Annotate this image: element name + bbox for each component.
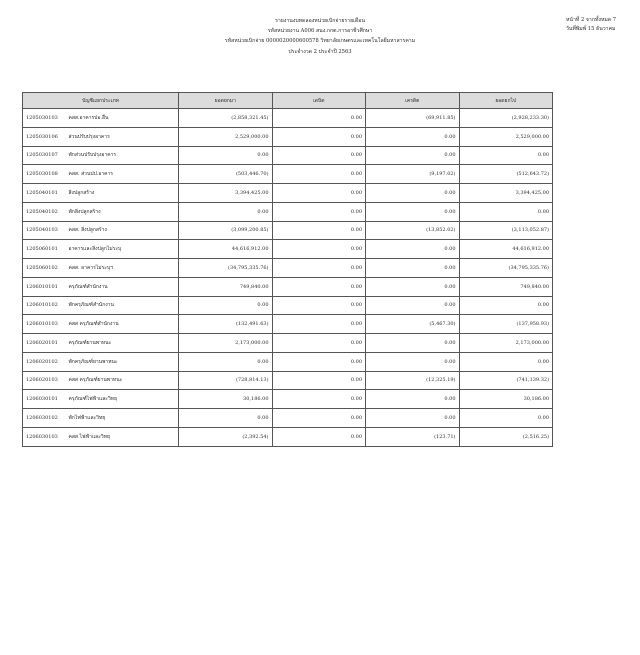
- debit-amount: 0.00: [272, 334, 366, 353]
- table-row: [23, 127, 553, 146]
- opening-balance: 30,186.00: [179, 390, 273, 409]
- opening-balance: 0.00: [179, 409, 273, 428]
- closing-balance: 0.00: [459, 352, 553, 371]
- debit-amount: 0.00: [272, 221, 366, 240]
- credit-amount: 0.00: [366, 296, 460, 315]
- credit-amount: (123.71): [366, 427, 460, 446]
- table-row: [23, 296, 553, 315]
- table-row: [23, 109, 553, 128]
- table-row: [23, 165, 553, 184]
- table-row: [23, 371, 553, 390]
- opening-balance: (503,446.70): [179, 165, 273, 184]
- table-row: [23, 352, 553, 371]
- debit-amount: 0.00: [272, 352, 366, 371]
- account-code: 1205040103: [23, 221, 67, 240]
- table-row: [23, 240, 553, 259]
- closing-balance: 0.00: [459, 146, 553, 165]
- credit-amount: 0.00: [366, 127, 460, 146]
- table-row: [23, 334, 553, 353]
- account-code: 1206030101: [23, 390, 67, 409]
- account-name: พักสิ่งปลูกสร้าง: [67, 202, 179, 221]
- debit-amount: 0.00: [272, 202, 366, 221]
- account-code: 1205040101: [23, 184, 67, 203]
- credit-amount: 0.00: [366, 390, 460, 409]
- account-name: พักครุภัณฑ์สำนักงาน: [67, 296, 179, 315]
- agency-line: รหัสหน่วยงาน A006 สนง.กกต.การอาชีวศึกษา: [267, 28, 373, 34]
- account-code: 1205030108: [23, 165, 67, 184]
- account-code: 1205030107: [23, 146, 67, 165]
- credit-amount: 0.00: [366, 240, 460, 259]
- debit-amount: 0.00: [272, 240, 366, 259]
- credit-amount: 0.00: [366, 202, 460, 221]
- closing-balance: (3,113,052.87): [459, 221, 553, 240]
- closing-balance: 3,394,425.00: [459, 184, 553, 203]
- opening-balance: (3,099,200.85): [179, 221, 273, 240]
- account-code: 1206030103: [23, 427, 67, 446]
- account-code: 1205030103: [23, 109, 67, 128]
- account-code: 1205030106: [23, 127, 67, 146]
- account-name: ครุภัณฑ์สำนักงาน: [67, 277, 179, 296]
- account-code: 1205060101: [23, 240, 67, 259]
- trial-balance-table: [22, 92, 553, 447]
- opening-balance: (132,491.63): [179, 315, 273, 334]
- opening-balance: 0.00: [179, 146, 273, 165]
- col-header-credit: เครดิต: [366, 93, 460, 109]
- col-header-closing: ยอดยกไป: [459, 93, 553, 109]
- account-name: คสส ครุภัณฑ์สำนักงาน: [67, 315, 179, 334]
- account-name: พักไฟฟ้าและวิทยุ: [67, 409, 179, 428]
- opening-balance: (2,392.54): [179, 427, 273, 446]
- account-name: คสส. อาคารไม่ระบุฯ: [67, 259, 179, 278]
- debit-amount: 0.00: [272, 409, 366, 428]
- report-title: รายงานงบทดลองหน่วยเบิกจ่ายรายเดือน: [275, 18, 365, 24]
- debit-amount: 0.00: [272, 109, 366, 128]
- account-name: คสส. ส่วนปป.อาคาร: [67, 165, 179, 184]
- print-date: วันที่พิมพ์ 15 ธันวาคม: [566, 26, 616, 32]
- credit-amount: 0.00: [366, 184, 460, 203]
- debit-amount: 0.00: [272, 315, 366, 334]
- table-row: [23, 315, 553, 334]
- account-code: 1206010103: [23, 315, 67, 334]
- opening-balance: 0.00: [179, 202, 273, 221]
- credit-amount: 0.00: [366, 259, 460, 278]
- debit-amount: 0.00: [272, 390, 366, 409]
- closing-balance: (137,958.93): [459, 315, 553, 334]
- account-code: 1206030102: [23, 409, 67, 428]
- debit-amount: 0.00: [272, 165, 366, 184]
- opening-balance: 2,173,000.00: [179, 334, 273, 353]
- closing-balance: (34,795,335.76): [459, 259, 553, 278]
- table-row: [23, 146, 553, 165]
- closing-balance: 2,173,000.00: [459, 334, 553, 353]
- table-row: [23, 221, 553, 240]
- account-code: 1206010102: [23, 296, 67, 315]
- closing-balance: (512,643.72): [459, 165, 553, 184]
- account-name: คสส ครุภัณฑ์ยานพาหนะ: [67, 371, 179, 390]
- table-row: [23, 390, 553, 409]
- closing-balance: 0.00: [459, 409, 553, 428]
- col-header-debit: เดบิต: [272, 93, 366, 109]
- credit-amount: (9,197.02): [366, 165, 460, 184]
- account-name: อาคารและสิ่งปลูกไม่ระบุ: [67, 240, 179, 259]
- page-number: หน้าที่ 2 จากทั้งหมด 7: [566, 17, 617, 23]
- account-name: คสส. สิ่งปลูกสร้าง: [67, 221, 179, 240]
- table-row: [23, 277, 553, 296]
- debit-amount: 0.00: [272, 296, 366, 315]
- table-row: [23, 184, 553, 203]
- debit-amount: 0.00: [272, 371, 366, 390]
- credit-amount: 0.00: [366, 334, 460, 353]
- account-code: 1206020102: [23, 352, 67, 371]
- debit-amount: 0.00: [272, 277, 366, 296]
- closing-balance: 0.00: [459, 296, 553, 315]
- credit-amount: 0.00: [366, 146, 460, 165]
- disbursement-unit-line: รหัสหน่วยเบิกจ่าย 0000020000600578 วิทยาลัยเกษตรและเทคโนโลยีมหาสารคาม: [224, 38, 416, 44]
- account-name: ครุภัณฑ์ยานพาหนะ: [67, 334, 179, 353]
- credit-amount: 0.00: [366, 352, 460, 371]
- closing-balance: 749,840.00: [459, 277, 553, 296]
- period-line: ประจำงวด 2 ประจำปี 2563: [288, 49, 352, 55]
- account-name: คสส ไฟฟ้าและวิทยุ: [67, 427, 179, 446]
- opening-balance: 3,394,425.00: [179, 184, 273, 203]
- table-row: [23, 409, 553, 428]
- account-name: พักครุภัณฑ์ยานพาหนะ: [67, 352, 179, 371]
- credit-amount: 0.00: [366, 277, 460, 296]
- closing-balance: (741,139.32): [459, 371, 553, 390]
- closing-balance: (2,928,233.30): [459, 109, 553, 128]
- table-row: [23, 259, 553, 278]
- account-name: คสส.อาคารปอ.อื่น: [67, 109, 179, 128]
- credit-amount: (5,467.30): [366, 315, 460, 334]
- closing-balance: (2,516.25): [459, 427, 553, 446]
- debit-amount: 0.00: [272, 146, 366, 165]
- credit-amount: (69,911.85): [366, 109, 460, 128]
- closing-balance: 0.00: [459, 202, 553, 221]
- debit-amount: 0.00: [272, 427, 366, 446]
- table-row: [23, 202, 553, 221]
- account-code: 1205060102: [23, 259, 67, 278]
- account-name: ส่วนปรับปรุงอาคาร: [67, 127, 179, 146]
- table-header-row: [23, 93, 553, 109]
- opening-balance: (728,814.13): [179, 371, 273, 390]
- opening-balance: 2,529,000.00: [179, 127, 273, 146]
- closing-balance: 44,616,912.00: [459, 240, 553, 259]
- opening-balance: 0.00: [179, 296, 273, 315]
- closing-balance: 30,186.00: [459, 390, 553, 409]
- opening-balance: (2,858,321.45): [179, 109, 273, 128]
- table-row: [23, 427, 553, 446]
- opening-balance: 749,840.00: [179, 277, 273, 296]
- account-code: 1206010101: [23, 277, 67, 296]
- col-header-account: บัญชีแยกประเภท: [23, 93, 179, 109]
- col-header-opening: ยอดยกมา: [179, 93, 273, 109]
- credit-amount: (13,852.02): [366, 221, 460, 240]
- debit-amount: 0.00: [272, 127, 366, 146]
- account-code: 1206020101: [23, 334, 67, 353]
- account-name: พักส่วนปรับปรุงอาคาร: [67, 146, 179, 165]
- account-name: ครุภัณฑ์ไฟฟ้าและวิทยุ: [67, 390, 179, 409]
- account-code: 1206020103: [23, 371, 67, 390]
- debit-amount: 0.00: [272, 184, 366, 203]
- credit-amount: 0.00: [366, 409, 460, 428]
- account-code: 1205040102: [23, 202, 67, 221]
- closing-balance: 2,529,000.00: [459, 127, 553, 146]
- opening-balance: 44,616,912.00: [179, 240, 273, 259]
- account-name: สิ่งปลูกสร้าง: [67, 184, 179, 203]
- opening-balance: (34,795,335.76): [179, 259, 273, 278]
- credit-amount: (12,325.19): [366, 371, 460, 390]
- debit-amount: 0.00: [272, 259, 366, 278]
- opening-balance: 0.00: [179, 352, 273, 371]
